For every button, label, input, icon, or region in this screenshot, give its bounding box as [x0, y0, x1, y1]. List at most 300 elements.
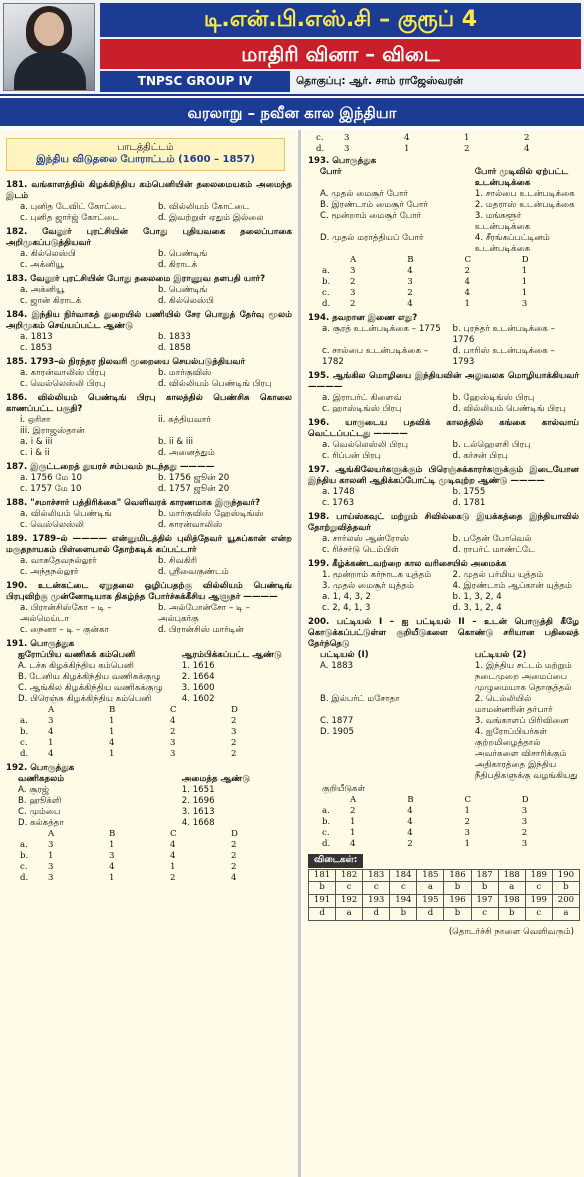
subject-banner: வரலாறு – நவீன கால இந்தியா	[0, 98, 584, 128]
q192-code-cell: c.	[316, 133, 324, 143]
q191-code-cell: b.	[20, 726, 29, 737]
q192-code-cell: 2	[231, 850, 237, 861]
answer-cell: a	[552, 907, 579, 920]
q199-items	[308, 570, 579, 592]
q192-code-cell: 4	[231, 872, 237, 883]
q198-option: c. ரிச்சர்டு டெம்பிள்	[322, 545, 399, 555]
answer-cell: 195	[417, 895, 444, 908]
q186-option: ii. கத்தியவார்	[158, 414, 211, 425]
q191-code-cell: 2	[231, 748, 237, 759]
q197-option: b. 1755	[452, 487, 486, 497]
q187-number: 187.	[6, 461, 28, 472]
q195-question	[308, 371, 579, 393]
q191-match-header	[6, 650, 292, 661]
answer-table	[308, 869, 580, 921]
answer-cell: 190	[552, 869, 579, 882]
q181-option: c. புனித ஜார்ஜ் கோட்டை	[20, 212, 120, 223]
q192-code-cell: 3	[48, 839, 54, 850]
q195-option: d. வில்லியம் பெண்டிங் பிரபு	[452, 404, 566, 414]
q192-code-cell: d.	[20, 872, 29, 883]
q197-option: c. 1763	[322, 498, 355, 508]
q191-left-item: A. டச்சு கிழக்கிந்திய கம்பெனி	[18, 660, 135, 671]
q199-option: c. 2, 4, 1, 3	[322, 603, 371, 613]
answer-cell: b	[498, 907, 525, 920]
answer-cell: d	[309, 907, 336, 920]
q194-option: c. சால்பை உடன்படிக்கை – 1782	[322, 346, 429, 367]
q195-options	[308, 393, 579, 415]
q200-code-cell: 3	[464, 828, 470, 838]
q188-question	[6, 498, 292, 509]
q193-right-item: 1. சால்பை உடன்படிக்கை	[474, 189, 575, 199]
q196-text: யாருடைய பதவிக் காலத்தில் கங்கை கால்வாய் வெட்டப்பட்டது ————	[308, 418, 579, 439]
q193-code-cell	[322, 255, 350, 266]
q192-code-cell: a.	[20, 839, 28, 850]
q187-option: a. 1756 மே 10	[20, 472, 83, 483]
q191-code-cell: 1	[48, 737, 54, 748]
q191-code-cell: d.	[20, 748, 29, 759]
q186-block	[0, 392, 297, 459]
q192-code-cell: 2	[231, 861, 237, 872]
q200-block	[302, 616, 584, 850]
q183-question	[6, 274, 292, 285]
q192-col1-head: வணிகதலம்	[18, 773, 65, 784]
q190-question	[6, 581, 292, 603]
q193-code-cell: 4	[407, 299, 413, 309]
q192-code-cell: 2	[170, 872, 176, 883]
q196-number: 196.	[308, 418, 330, 428]
q186-option: d. அனைத்தும்	[158, 447, 215, 458]
q191-number: 191.	[6, 638, 28, 649]
answer-cell: 185	[417, 869, 444, 882]
answer-cell: c	[471, 907, 498, 920]
q200-code-cell: c.	[322, 828, 330, 838]
q195-block	[302, 370, 584, 415]
q192-right-item: 1. 1651	[181, 784, 215, 795]
group-tag: TNPSC GROUP IV	[100, 71, 290, 92]
q186-number: 186.	[6, 392, 28, 403]
q199-option: d. 3, 1, 2, 4	[452, 603, 502, 613]
q200-code-cell: 3	[521, 817, 528, 827]
q191-block	[0, 638, 297, 760]
answer-cell: b	[309, 882, 336, 895]
q192-match-header	[6, 774, 292, 785]
q193-number: 193.	[308, 156, 330, 166]
q193-code-cell: 1	[521, 288, 528, 298]
q192-code-cell: A	[48, 828, 55, 839]
page-header	[0, 0, 584, 96]
author-photo	[3, 3, 95, 91]
q197-text: ஆங்கிலேயர்களுக்கும் பிரெஞ்சுக்காரர்களுக்கும் இடையோன இந்திய காலனி ஆதிக்கப்போட்டி முடிவுற்ற ஆண்டு ————	[308, 465, 579, 486]
answer-cell: b	[471, 882, 498, 895]
q187-block	[0, 461, 297, 495]
q200-right-item: 2. டெல்லியில் மாமன்னரின் தர்பார்	[474, 694, 553, 715]
q191-code-cell: 3	[231, 726, 237, 737]
q192-code-row	[6, 829, 292, 840]
q193-code-cell: 4	[464, 277, 470, 287]
q193-match-row	[308, 200, 579, 211]
q191-code-cell: D	[231, 704, 238, 715]
q193-match-row	[308, 189, 579, 200]
q187-option: c. 1757 மே 10	[20, 483, 82, 494]
q190-option: c. நைனா – டி – குன்கா	[20, 624, 109, 635]
q200-right-item: 1. இந்திய சட்டம் மற்றும் நடைமுறை அமைப்பை முழுமையாக தொகுத்தல்	[474, 661, 572, 693]
q192-code-cell: 4	[109, 861, 115, 872]
q200-code-row	[308, 817, 579, 828]
q200-match-row	[308, 661, 579, 694]
q183-number: 183.	[6, 273, 28, 284]
continued-note: (தொடர்ச்சி நாளை வெளிவரும்)	[448, 926, 574, 937]
q192-code-cell: d.	[316, 144, 325, 154]
q191-left-item: B. டேனிய கிழக்கிந்திய வணிகக்குழு	[18, 671, 161, 682]
answer-cell: b	[444, 882, 471, 895]
q194-option: d. பாரிஸ் உடன்படிக்கை – 1793	[452, 346, 555, 367]
q190-text: உடன்கட்டை ஏறுதலை ஒழிப்பதற்கு வில்லியம் பெண்டிங் பிரபுவிற்கு முன்னோடியாக திகழ்ந்த போர்ச்சுக்கீசிய ஆளுநர் ————	[6, 580, 292, 602]
answer-row	[309, 907, 580, 920]
q188-option: c. வெல்லெஸ்லி	[20, 519, 85, 530]
q200-code-cell: a.	[322, 806, 330, 816]
answer-cell: 182	[336, 869, 363, 882]
q193-code-cell: 1	[464, 299, 470, 309]
q192-left-item: B. ஹூக்ளி	[18, 795, 62, 806]
q182-text: வேலூர் புரட்சியின் போது புதியவகை தலைப்பாகை அறிமுகப்படுத்தியவர்	[6, 226, 292, 248]
q190-option: d. பிரான்சிஸ் மார்டின்	[158, 624, 244, 635]
answer-cell: c	[363, 882, 390, 895]
answer-cell: a	[417, 882, 444, 895]
answer-cell: b	[552, 882, 579, 895]
answer-cell: 186	[444, 869, 471, 882]
q198-text: பாய்ஸ்கவுட் மற்றும் சிவில்கைடு இயக்கத்தை இந்தியாவில் தோற்றுவித்தவர்	[308, 512, 579, 533]
q191-code-cell: 1	[109, 726, 115, 737]
q200-code-cell: b.	[322, 817, 331, 827]
q181-number: 181.	[6, 179, 28, 190]
q199-option: a. 1, 4, 3, 2	[322, 592, 371, 602]
q192-left-item: C. மும்பை	[18, 806, 61, 817]
q182-options	[6, 249, 292, 271]
q195-option: c. ஹாஸ்டிங்ஸ் பிரபு	[322, 404, 402, 414]
q188-block	[0, 497, 297, 531]
q186-option: i. ஒரிசா	[20, 414, 51, 425]
answer-cell: c	[525, 907, 552, 920]
q191-match-row	[6, 661, 292, 672]
q200-code-cell: 4	[407, 828, 413, 838]
q200-code-cell: 4	[407, 817, 413, 827]
q200-code-cell: 3	[521, 839, 528, 849]
q192-left-item: A. சூரஜ்	[18, 784, 50, 795]
q189-question	[6, 534, 292, 556]
q198-options	[308, 534, 579, 556]
answer-cell: 196	[444, 895, 471, 908]
q191-right-item: 4. 1602	[181, 693, 215, 704]
q183-options	[6, 285, 292, 307]
q187-options	[6, 473, 292, 495]
answer-cell: c	[336, 882, 363, 895]
q193-code-cell: a.	[322, 266, 330, 276]
q200-match-row	[308, 716, 579, 727]
q191-code-cell	[20, 705, 48, 716]
q184-block	[0, 309, 297, 354]
q193-code-cell: 2	[350, 277, 356, 287]
answer-cell: 199	[525, 895, 552, 908]
q200-match-header	[308, 650, 579, 661]
q200-code-cell: 3	[521, 806, 528, 816]
q193-code-cell: 3	[407, 277, 413, 287]
q200-left-item: B. இல்பர்ட் மசோதா	[320, 694, 400, 704]
q192-left-item: D. கல்கத்தா	[18, 817, 64, 828]
q192-match-row	[6, 807, 292, 818]
q200-match-row	[308, 694, 579, 716]
q200-left-item: A. 1883	[320, 661, 354, 671]
answer-key	[308, 854, 580, 921]
q181-option: d. இவற்றுள் ஏதும் இல்லை	[158, 212, 264, 223]
q188-number: 188.	[6, 497, 28, 508]
q193-code-cell: 4	[464, 288, 470, 298]
q194-option: b. புரந்தர் உடன்படிக்கை – 1776	[452, 324, 555, 345]
q197-block	[302, 464, 584, 509]
q200-code-cell: C	[464, 795, 472, 805]
q193-code-cell: 3	[350, 288, 356, 298]
q192-match-row	[6, 818, 292, 829]
q191-code-cell: B	[109, 704, 116, 715]
answer-cell: 200	[552, 895, 579, 908]
q193-code-cell: d.	[322, 299, 331, 309]
q191-text: பொருத்துக	[30, 638, 75, 649]
q183-option: b. பெண்டிங்	[158, 284, 208, 295]
answer-cell: 194	[390, 895, 417, 908]
q193-left-item: B. இரண்டாம் மைசூர் போர்	[320, 200, 429, 210]
q192-code-cell: 1	[170, 861, 176, 872]
q188-options	[6, 509, 292, 531]
q182-block	[0, 226, 297, 271]
q191-code-cell: 3	[48, 715, 54, 726]
q192-match-row	[6, 796, 292, 807]
q195-text: ஆங்கில மொழியை இந்தியவின் அலுவலக மொழியாக்கியவர் ————	[308, 371, 579, 392]
q189-options	[6, 556, 292, 578]
q192-code-cell: 4	[170, 839, 176, 850]
q187-option: d. 1757 ஜூன் 20	[158, 483, 230, 494]
q199-text: கீழ்க்கண்டவற்றை கால வரிசையில் அமைக்க	[332, 559, 507, 569]
q200-code-cell: 1	[464, 806, 470, 816]
q183-option: a. அக்னியூ	[20, 284, 65, 295]
q186-option: b. ii & iii	[158, 436, 194, 447]
q191-match-row	[6, 683, 292, 694]
answer-cell: b	[444, 907, 471, 920]
q200-code-cell: B	[407, 795, 414, 805]
q190-option: b. அல்போன்சோ – டி – அல்புகர்கு	[158, 602, 250, 624]
q191-match-row	[6, 694, 292, 705]
q193-code-row	[308, 266, 579, 277]
q194-block	[302, 312, 584, 368]
q198-option: a. சார்லஸ் ஆன்ரோஸ்	[322, 534, 410, 544]
q192-text: பொருத்துக	[30, 762, 75, 773]
syllabus-topic: இந்திய விடுதலை போராட்டம் (1600 – 1857)	[36, 154, 255, 166]
q181-text: வங்காளத்தில் கிழக்கிந்திய கம்பெனியின் தலைமையகம் அமைந்த இடம்	[6, 179, 292, 201]
q198-number: 198.	[308, 512, 330, 522]
q193-code-row	[308, 288, 579, 299]
q185-question	[6, 357, 292, 368]
q193-match-header	[308, 167, 579, 189]
right-questions	[302, 155, 584, 850]
q185-option: a. காரன்வாலிஸ் பிரபு	[20, 367, 106, 378]
q181-question	[6, 180, 292, 202]
q200-match-row	[308, 727, 579, 782]
answer-cell: 181	[309, 869, 336, 882]
q192-right-item: 3. 1613	[181, 806, 215, 817]
q200-text: பட்டியல் I – ஐ பட்டியல் II – உடன் பொருத்தி கீழே கொடுக்கப்பட்டுள்ள குறியீடுகளை கொண்டு சரியான பதிலைத் தேர்ந்தெடு	[308, 617, 579, 649]
q185-option: c. வெல்லெஸ்லி பிரபு	[20, 378, 106, 389]
q197-options	[308, 487, 579, 509]
q193-match-row	[308, 233, 579, 255]
q192-code-row	[6, 840, 292, 851]
q189-text: 1789–ல் ———— என்னுமிடத்தில் புலித்தேவர் யூசுப்கான் என்ற மருதநாயகம் பிள்ளையால் தோற்கடிக் கப்பட்டார்	[6, 533, 292, 555]
q194-option: a. சூரத் உடன்படிக்கை – 1775	[322, 324, 441, 334]
q200-left-item: D. 1905	[320, 727, 354, 737]
q193-col2-head: போர் முடிவில் ஏற்பட்ட உடன்படிக்கை	[474, 167, 569, 188]
q200-code-cell: A	[350, 795, 357, 805]
q192-code-cell: 3	[344, 133, 350, 143]
q191-code-cell: 4	[109, 737, 115, 748]
q192-code-cell	[20, 829, 48, 840]
q189-number: 189.	[6, 533, 28, 544]
q193-code-cell: 3	[521, 299, 528, 309]
column-divider	[298, 130, 301, 1177]
q196-option: a. வெல்லெஸ்லி பிரபு	[322, 440, 408, 450]
q186-question	[6, 393, 292, 415]
q200-left-item: C. 1877	[320, 716, 354, 726]
q196-option: d. கர்சன் பிரபு	[452, 451, 508, 461]
q193-left-item: C. மூன்றாம் மைசூர் போர்	[320, 211, 422, 221]
q199-item: 2. முதல் பர்மிய யுத்தம்	[452, 570, 544, 580]
q197-question	[308, 465, 579, 487]
q200-code-row	[308, 806, 579, 817]
q197-option: d. 1781	[452, 498, 486, 508]
q193-code-cell: 4	[407, 266, 413, 276]
q196-option: c. ரிப்பன் பிரபு	[322, 451, 381, 461]
q200-right-item: 4. ஐரோப்பியர்கள் குற்றமிழைத்தால் அவர்களை விசாரிக்கும் அதிகாரத்தை இந்திய நீதிபதிகளுக்கு வழங்கியது	[474, 727, 578, 781]
q195-number: 195.	[308, 371, 330, 381]
q189-option: a. வாசுதேவநல்லூர்	[20, 555, 97, 566]
q191-code-cell: 1	[109, 748, 115, 759]
q200-code-cell: 2	[350, 806, 356, 816]
q192-code-cell: 3	[109, 850, 115, 861]
q192-code-cell: 2	[464, 144, 470, 154]
right-column	[302, 130, 584, 1177]
q192-code-cell: 4	[524, 144, 530, 154]
q192-code-cell: b.	[20, 850, 29, 861]
q187-text: இருட்டறைத் துயரச் சம்பவம் நடந்தது ————	[30, 461, 215, 472]
q191-question	[6, 639, 292, 650]
answer-cell: 183	[363, 869, 390, 882]
q199-block	[302, 558, 584, 614]
answer-cell: 187	[471, 869, 498, 882]
answer-cell: 188	[498, 869, 525, 882]
q191-code-row	[6, 749, 292, 760]
q198-option: d. ராபர்ட் மாண்ட்டே	[452, 545, 535, 555]
q185-options	[6, 368, 292, 390]
q184-options	[6, 332, 292, 354]
q196-option: b. டல்ஹௌசி பிரபு	[452, 440, 531, 450]
q192-match-row	[6, 785, 292, 796]
q200-code-row	[308, 795, 579, 806]
q199-item: 3. முதல் மைசூர் யுத்தம்	[322, 581, 414, 591]
q182-option: d. கிராடக்	[158, 259, 198, 270]
q192-question	[6, 763, 292, 774]
q186-option: c. i & ii	[20, 447, 50, 458]
answer-cell: d	[417, 907, 444, 920]
q196-block	[302, 417, 584, 462]
q196-question	[308, 418, 579, 440]
answer-cell: 189	[525, 869, 552, 882]
q188-option: b. மார்குவிஸ் ஹேஸ்டிங்ஸ்	[158, 508, 264, 519]
q191-code-cell: 2	[170, 726, 176, 737]
q200-right-item: 3. வங்காளப் பிரிவினை	[474, 716, 569, 726]
q199-options	[308, 592, 579, 614]
header-title: டி.என்.பி.எஸ்.சி – குரூப் 4	[100, 3, 581, 37]
q191-code-cell: C	[170, 704, 177, 715]
answer-cell: 191	[309, 895, 336, 908]
q200-code-cell: d.	[322, 839, 331, 849]
q200-code-cell: 4	[350, 839, 356, 849]
q191-code-cell: c.	[20, 737, 28, 748]
q200-col1-head: பட்டியல் (I)	[320, 650, 369, 660]
q200-code-cell: 2	[407, 839, 413, 849]
q192-code-cell: 1	[109, 872, 115, 883]
q192-code-cell: C	[170, 828, 177, 839]
q200-code-label: குறியீடுகள்	[322, 784, 366, 794]
q191-code-cell: 4	[48, 726, 54, 737]
q200-code-cell: 1	[350, 817, 356, 827]
q184-option: a. 1813	[20, 331, 53, 342]
q186-text: வில்லியம் பெண்டிங் பிரபு காலத்தில் பெண்சிசு கொலை காணப்பட்ட பகுதி?	[6, 392, 292, 414]
compiler-credit: தொகுப்பு: ஆர். சாம் ராஜேஸ்வரன்	[296, 75, 464, 87]
answer-row	[309, 882, 580, 895]
q200-code-cell: 1	[350, 828, 356, 838]
q193-right-item: 2. மதராஸ் உடன்படிக்கை	[474, 200, 575, 210]
q186-option: iii. இராஜஸ்தான்	[20, 425, 85, 436]
answer-cell: b	[390, 907, 417, 920]
q200-col2-head: பட்டியல் (2)	[474, 650, 527, 660]
q193-left-item: D. முதல் மராத்தியப் போர்	[320, 233, 424, 243]
q193-match-row	[308, 211, 579, 233]
q183-text: வேலூர் புரட்சியின் போது தலைமை இராணுவ தளபதி யார்?	[30, 273, 266, 284]
q191-code-cell: 2	[231, 715, 237, 726]
syllabus-label: பாடத்திட்டம்	[117, 142, 174, 153]
q191-code-row	[6, 716, 292, 727]
q183-block	[0, 273, 297, 307]
q196-options	[308, 440, 579, 462]
q182-option: a. கில்லெஸ்பி	[20, 248, 76, 259]
q181-option: b. வில்லியம் கோட்டை	[158, 201, 250, 212]
left-column	[0, 130, 297, 1177]
answer-cell: c	[525, 882, 552, 895]
q184-number: 184.	[6, 309, 28, 320]
q200-code-row	[308, 839, 579, 850]
header-subtitle: மாதிரி வினா – விடை	[100, 39, 581, 69]
q191-code-cell: 4	[48, 748, 54, 759]
q193-code-cell: 2	[407, 288, 413, 298]
q192-code-row	[6, 851, 292, 862]
q193-code-cell: A	[350, 255, 357, 265]
q189-option: b. சிவகிரி	[158, 555, 198, 566]
q194-text: தவறான இணை எது?	[332, 313, 418, 323]
q194-number: 194.	[308, 313, 330, 323]
q193-code-row	[308, 277, 579, 288]
q192-code-cell: 3	[344, 144, 350, 154]
q189-option: c. அந்தநல்லூர்	[20, 566, 79, 577]
q188-option: a. வில்லியம் பெண்டிங்	[20, 508, 112, 519]
q193-code-cell: 2	[350, 299, 356, 309]
q200-code-cell: D	[521, 795, 529, 805]
q185-number: 185.	[6, 356, 28, 367]
